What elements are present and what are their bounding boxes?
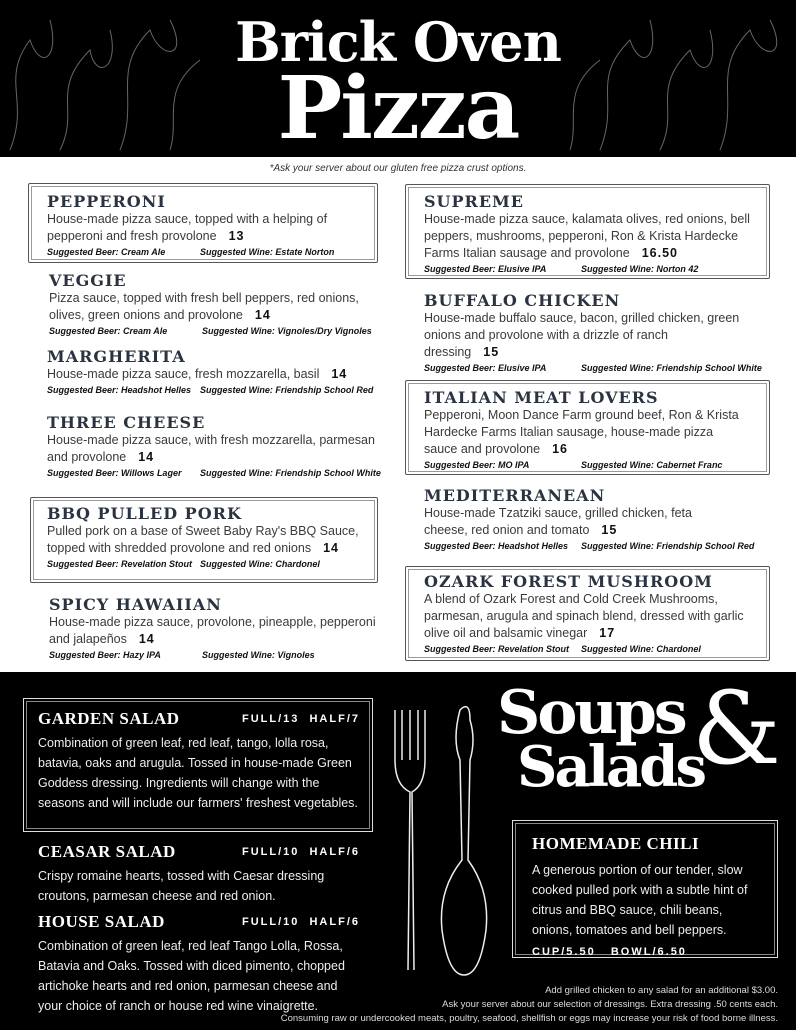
item-price: 15 bbox=[483, 345, 500, 359]
chili-name: HOMEMADE CHILI bbox=[532, 834, 700, 853]
salad-item bbox=[38, 709, 360, 813]
gluten-free-note: *Ask your server about our gluten free pizza crust options. bbox=[269, 163, 527, 174]
salad-price: FULL/10 HALF/6 bbox=[241, 846, 360, 858]
salad-desc: Crispy romaine hearts, tossed with Caesar dressing croutons, parmesan cheese and red onion. bbox=[38, 869, 325, 903]
chili-price: CUP/5.50 BOWL/6.50 bbox=[532, 946, 687, 958]
item-name: THREE CHEESE bbox=[47, 413, 206, 432]
item-price: 16.50 bbox=[641, 246, 678, 260]
suggested-wine: Suggested Wine: Vignoles bbox=[202, 650, 315, 660]
menu-item bbox=[424, 291, 762, 373]
item-desc: House-made pizza sauce, fresh mozzarella, basil bbox=[47, 367, 320, 381]
salad-price: FULL/13 HALF/7 bbox=[241, 713, 360, 725]
footnote-3: Consuming raw or undercooked meats, poultry, seafood, shellfish or eggs may increase your risk of food borne illness. bbox=[280, 1013, 778, 1024]
item-price: 14 bbox=[254, 308, 271, 322]
suggested-beer: Suggested Beer: Revelation Stout bbox=[47, 559, 193, 569]
item-desc: House-made pizza sauce, kalamata olives, red onions, bell peppers, mushrooms, pepperoni, Ron & Krista Hardecke Farms Italian sausage and provolone bbox=[424, 212, 750, 260]
suggested-wine: Suggested Wine: Chardonel bbox=[200, 559, 320, 569]
item-name: BUFFALO CHICKEN bbox=[424, 291, 621, 310]
item-desc: House-made pizza sauce, provolone, pineapple, pepperoni and jalapeños bbox=[49, 615, 376, 646]
salads-title: Salads bbox=[517, 734, 704, 800]
menu-item bbox=[424, 573, 744, 654]
item-price: 14 bbox=[323, 541, 339, 555]
item-name: SUPREME bbox=[424, 192, 524, 211]
item-name: OZARK FOREST MUSHROOM bbox=[424, 572, 713, 591]
menu-item bbox=[49, 596, 379, 660]
item-desc: Pepperoni, Moon Dance Farm ground beef, Ron & Krista Hardecke Farms Italian sausage, house-made pizza sauce and provolone bbox=[424, 408, 739, 456]
item-desc: Pizza sauce, topped with fresh bell peppers, red onions, olives, green onions and provolone bbox=[49, 291, 359, 322]
footnote-1: Add grilled chicken to any salad for an additional $3.00. bbox=[545, 985, 778, 996]
item-price: 14 bbox=[331, 367, 348, 381]
item-price: 16 bbox=[552, 442, 568, 456]
suggested-wine: Suggested Wine: Estate Norton bbox=[200, 247, 335, 257]
menu-item bbox=[47, 413, 381, 478]
suggested-wine: Suggested Wine: Cabernet Franc bbox=[581, 460, 723, 470]
item-price: 17 bbox=[599, 626, 616, 640]
item-desc: A blend of Ozark Forest and Cold Creek Mushrooms, parmesan, arugula and spinach blend, dressed with garlic olive oil and balsamic vinegar bbox=[424, 592, 744, 640]
suggested-beer: Suggested Beer: Headshot Helles bbox=[424, 541, 569, 551]
salad-desc: Combination of green leaf, red leaf, tango, lolla rosa, batavia, oaks and arugula. Tossed in house-made Green Goddess dressing. Ingredients will change with the seasons and will include our farmers' freshest vegetables. bbox=[38, 736, 358, 810]
item-desc: House-made pizza sauce, topped with a helping of pepperoni and fresh provolone bbox=[47, 212, 328, 243]
header-banner bbox=[0, 0, 796, 157]
suggested-beer: Suggested Beer: Revelation Stout bbox=[424, 644, 570, 654]
item-desc: House-made Tzatziki sauce, grilled chicken, feta cheese, red onion and tomato bbox=[424, 506, 692, 537]
item-price: 15 bbox=[601, 523, 618, 537]
suggested-beer: Suggested Beer: Cream Ale bbox=[49, 326, 168, 336]
menu-item bbox=[424, 193, 769, 274]
title-line2: Pizza bbox=[277, 58, 519, 157]
salad-price: FULL/10 HALF/6 bbox=[241, 916, 360, 928]
menu-item bbox=[424, 486, 755, 551]
salad-name: GARDEN SALAD bbox=[38, 709, 180, 728]
item-price: 14 bbox=[138, 450, 155, 464]
salad-name: HOUSE SALAD bbox=[38, 912, 165, 931]
item-name: MEDITERRANEAN bbox=[424, 486, 606, 505]
salad-name: CEASAR SALAD bbox=[38, 842, 176, 861]
chili-desc: A generous portion of our tender, slow cooked pulled pork with a subtle hint of citrus and BBQ sauce, chili beans, onions, tomatoes and bell peppers. bbox=[532, 863, 748, 937]
suggested-beer: Suggested Beer: Cream Ale bbox=[47, 247, 166, 257]
item-desc: Pulled pork on a base of Sweet Baby Ray's BBQ Sauce, topped with shredded provolone and red onions bbox=[47, 524, 359, 555]
suggested-wine: Suggested Wine: Friendship School White bbox=[581, 363, 762, 373]
item-name: PEPPERONI bbox=[47, 192, 166, 211]
suggested-wine: Suggested Wine: Friendship School White bbox=[200, 468, 381, 478]
item-name: MARGHERITA bbox=[47, 347, 186, 366]
suggested-wine: Suggested Wine: Friendship School Red bbox=[200, 385, 374, 395]
soups-title: Soups bbox=[497, 678, 685, 748]
item-name: SPICY HAWAIIAN bbox=[49, 595, 222, 614]
suggested-beer: Suggested Beer: Willows Lager bbox=[47, 468, 182, 478]
item-desc: House-made buffalo sauce, bacon, grilled chicken, green onions and provolone with a drizzle of ranch dressing bbox=[424, 311, 740, 359]
menu-item bbox=[47, 348, 377, 395]
fork-spoon-illustration bbox=[390, 700, 500, 980]
suggested-wine: Suggested Wine: Vignoles/Dry Vignoles bbox=[202, 326, 372, 336]
suggested-wine: Suggested Wine: Norton 42 bbox=[581, 264, 699, 274]
suggested-beer: Suggested Beer: Headshot Helles bbox=[47, 385, 192, 395]
item-name: VEGGIE bbox=[49, 271, 127, 290]
salad-item bbox=[38, 842, 360, 906]
salad-desc: Combination of green leaf, red leaf Tango Lolla, Rossa, Batavia and Oaks. Tossed with diced pimento, chopped artichoke hearts and red onion, parmesan cheese and your choice of ranch or house red wine vinaigrette. bbox=[38, 939, 345, 1013]
menu-item bbox=[49, 271, 372, 336]
item-name: ITALIAN MEAT LOVERS bbox=[424, 388, 659, 407]
footnote-2: Ask your server about our selection of dressings. Extra dressing .50 cents each. bbox=[442, 999, 778, 1010]
menu-item bbox=[47, 193, 377, 257]
ampersand: & bbox=[692, 670, 782, 787]
suggested-wine: Suggested Wine: Chardonel bbox=[581, 644, 701, 654]
menu-item bbox=[424, 389, 744, 470]
salad-item bbox=[38, 912, 360, 1016]
suggested-beer: Suggested Beer: Elusive IPA bbox=[424, 363, 547, 373]
item-name: BBQ PULLED PORK bbox=[47, 504, 242, 523]
title-line1: Brick Oven bbox=[235, 10, 561, 74]
item-price: 14 bbox=[138, 632, 155, 646]
suggested-wine: Suggested Wine: Friendship School Red bbox=[581, 541, 755, 551]
suggested-beer: Suggested Beer: MO IPA bbox=[424, 460, 530, 470]
suggested-beer: Suggested Beer: Hazy IPA bbox=[49, 650, 161, 660]
item-price: 13 bbox=[228, 229, 245, 243]
menu-item bbox=[47, 505, 377, 569]
chili-item bbox=[532, 834, 762, 958]
soups-salads-section bbox=[0, 672, 796, 1030]
item-desc: House-made pizza sauce, with fresh mozzarella, parmesan and provolone bbox=[47, 433, 375, 464]
suggested-beer: Suggested Beer: Elusive IPA bbox=[424, 264, 547, 274]
